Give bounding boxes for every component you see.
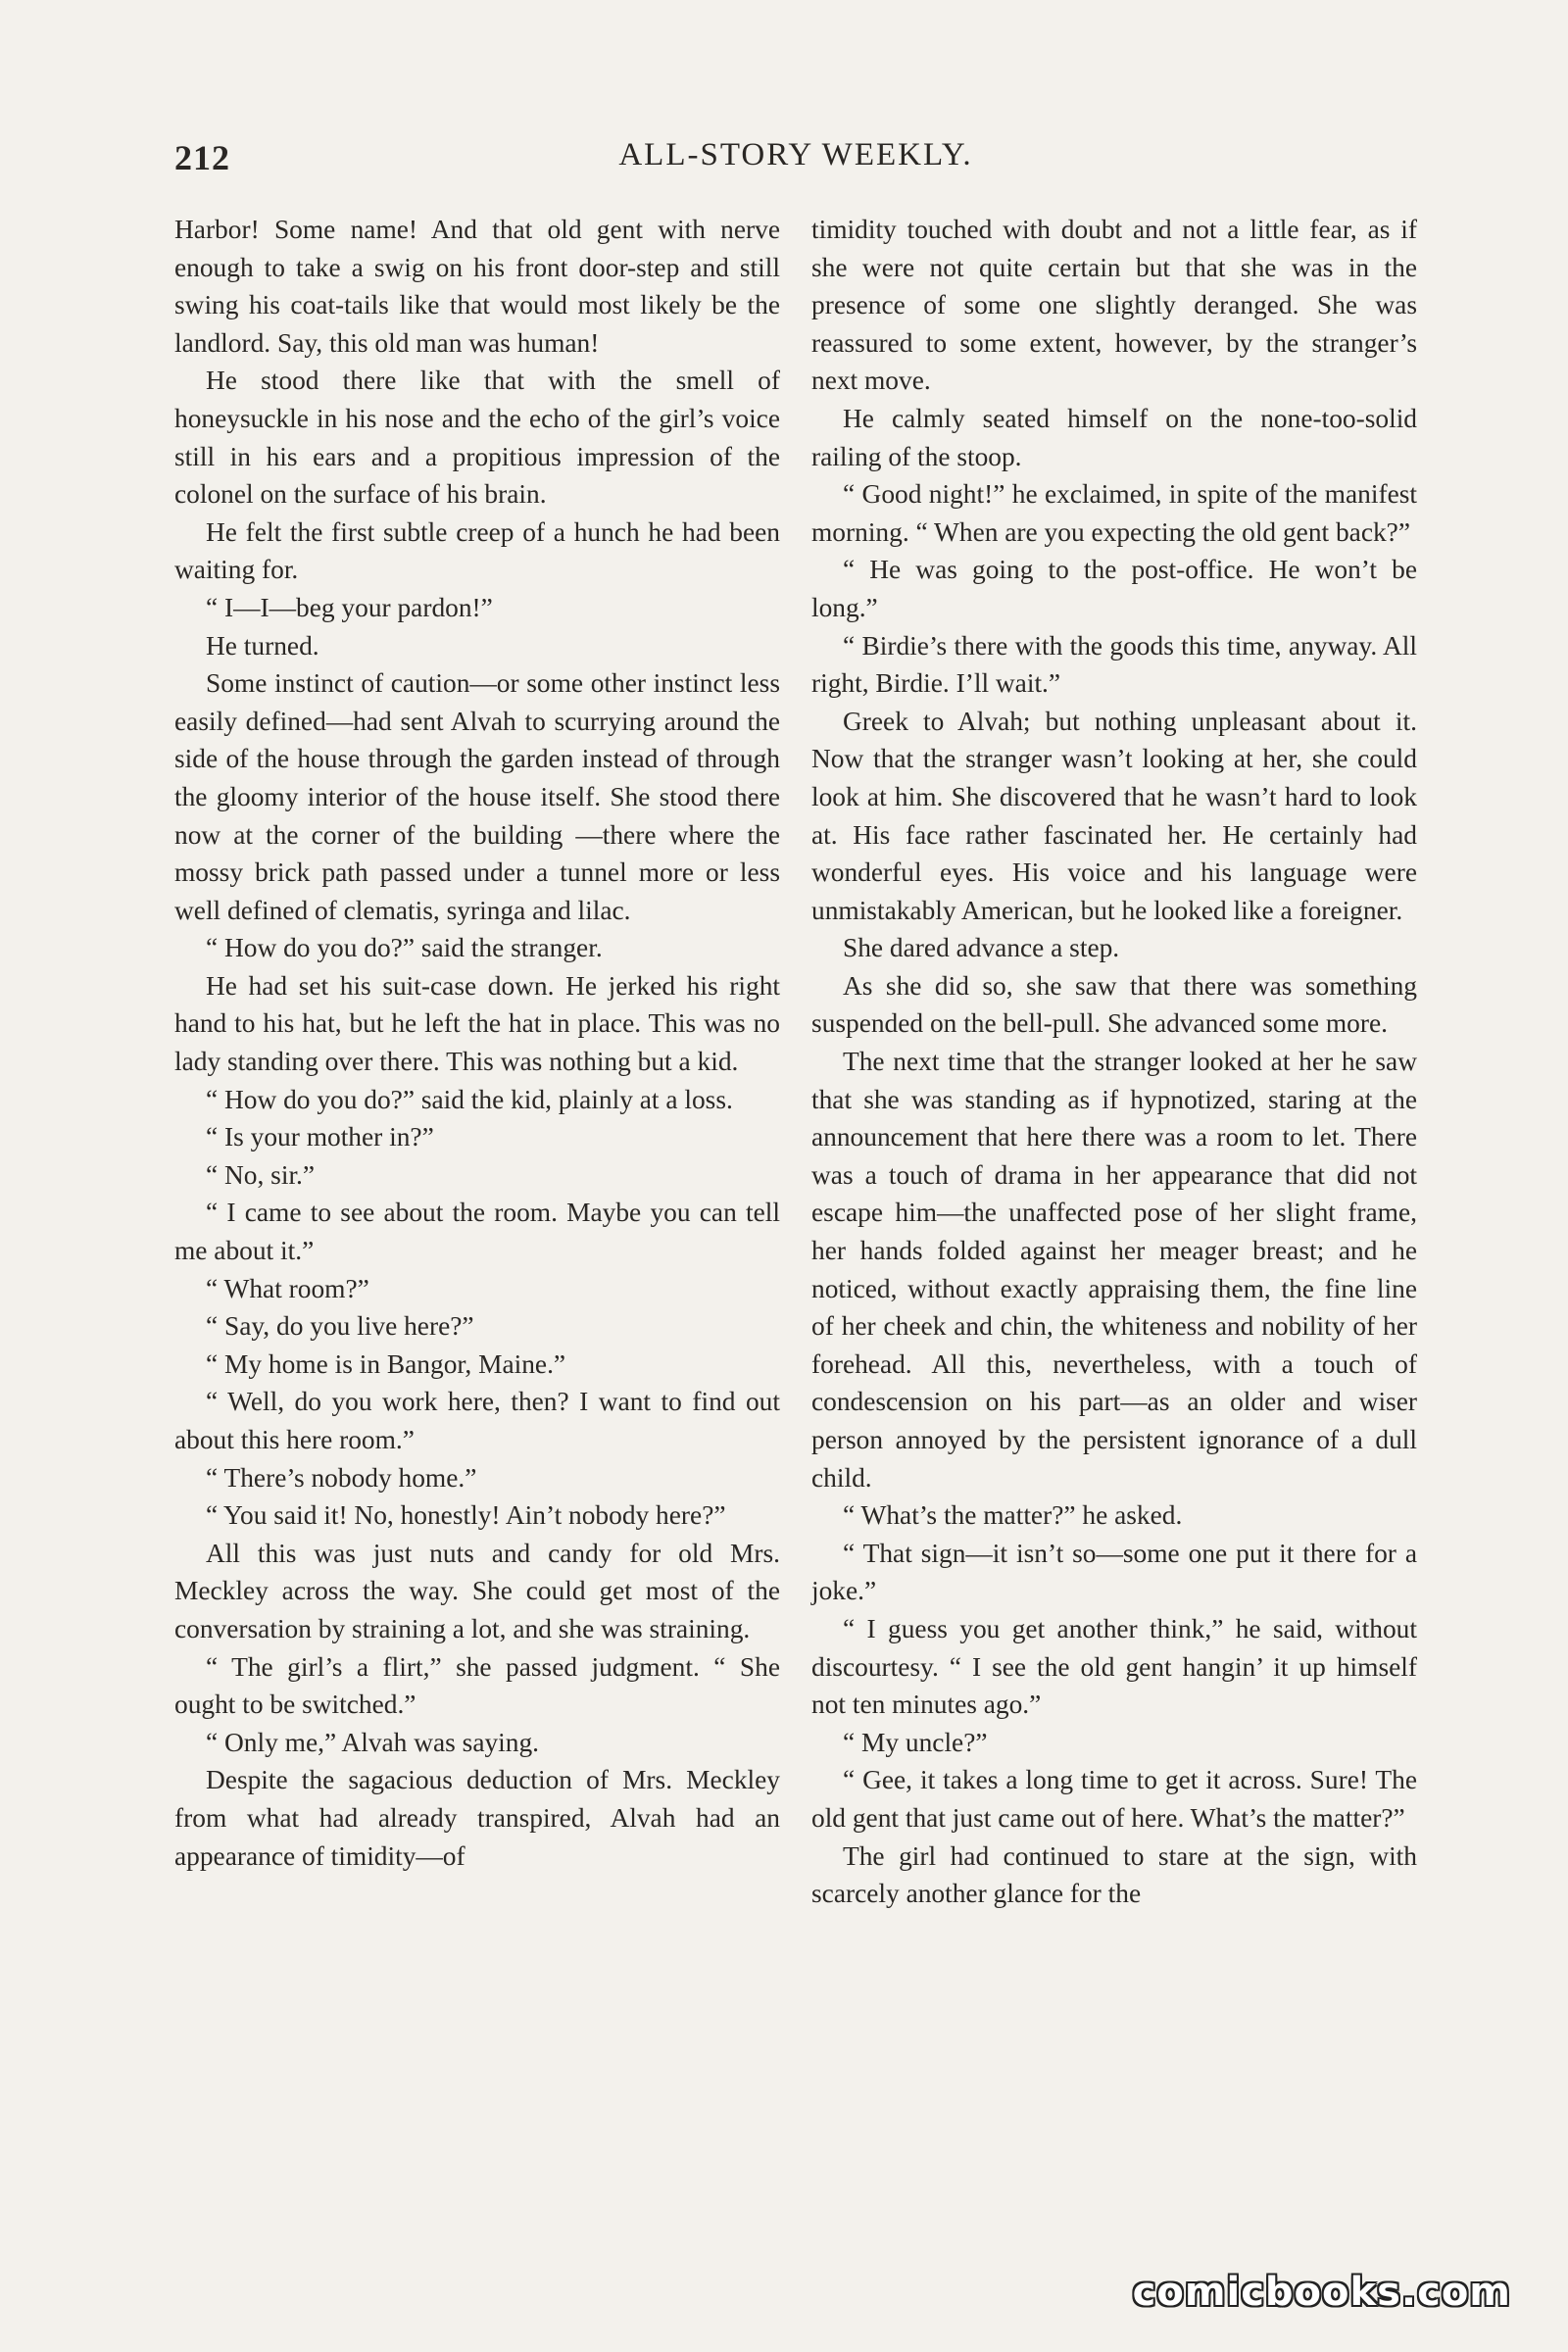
paragraph: “ Good night!” he exclaimed, in spite of the manifest morning. “ When are you expecting the old gent back?” (811, 479, 1417, 547)
paragraph: “ What’s the matter?” he asked. (843, 1500, 1183, 1531)
paragraph: He calmly seated himself on the none-too-solid railing of the stoop. (811, 403, 1417, 471)
paragraph: He had set his suit-case down. He jerked his right hand to his hat, but he left the hat in place. This was no lady standing over there. This was nothing but a kid. (174, 970, 780, 1077)
paragraph: “ That sign—it isn’t so—some one put it there for a joke.” (811, 1538, 1417, 1606)
paragraph: As she did so, she saw that there was something suspended on the bell-pull. She advanced some more. (811, 970, 1417, 1039)
paragraph: All this was just nuts and candy for old Mrs. Meckley across the way. She could get most of the conversation by straining a lot, and she was straining. (174, 1538, 780, 1643)
page-header (174, 137, 1417, 186)
page-number: 212 (174, 138, 230, 177)
right-column (811, 211, 1417, 1913)
paragraph: He felt the first subtle creep of a hunch he had been waiting for. (174, 516, 780, 585)
paragraph: The girl had continued to stare at the sign, with scarcely another glance for the (811, 1840, 1417, 1909)
paragraph: “ I came to see about the room. Maybe you can tell me about it.” (174, 1198, 780, 1266)
paragraph: “ How do you do?” said the stranger. (206, 933, 603, 963)
paragraph: “ No, sir.” (206, 1159, 316, 1190)
paragraph: Some instinct of caution—or some other instinct less easily defined—had sent Alvah to scurrying around the side of the house through the garden instead of through the gloomy interior of the house itself. She stood there now at the corner of the building —there where the mossy brick path passed under a tunnel more or less well defined of clematis, syringa and lilac. (174, 668, 780, 925)
paragraph: “ The girl’s a flirt,” she passed judgment. “ She ought to be switched.” (174, 1651, 780, 1720)
paragraph: He stood there like that with the smell of honeysuckle in his nose and the echo of the girl’s voice still in his ears and a propitious impression of the colonel on the surface of his brain. (174, 366, 780, 510)
paragraph: timidity touched with doubt and not a little fear, as if she were not quite certain but that she was in the presence of some one slightly deranged. She was reassured to some extent, however, by the stranger’s next move. (811, 215, 1417, 396)
paragraph: He turned. (206, 630, 319, 661)
paragraph: “ Gee, it takes a long time to get it across. Sure! The old gent that just came out of here. What’s the matter?” (811, 1765, 1417, 1833)
paragraph: “ Birdie’s there with the goods this time, anyway. All right, Birdie. I’ll wait.” (811, 630, 1417, 699)
running-title: ALL-STORY WEEKLY. (618, 137, 973, 172)
paragraph: Greek to Alvah; but nothing unpleasant about it. Now that the stranger wasn’t looking at her, she could look at him. She discovered that he wasn’t hard to look at. His face rather fascinated her. He certainly had wonderful eyes. His voice and his language were unmistakably American, but he looked like a foreigner. (811, 706, 1417, 925)
paragraph: “ I—I—beg your pardon!” (206, 592, 493, 622)
paragraph: “ Well, do you work here, then? I want to find out about this here room.” (174, 1387, 780, 1454)
paragraph: Harbor! Some name! And that old gent with nerve enough to take a swig on his front door-step and still swing his coat-tails like that would most likely be the landlord. Say, this old man was human! (174, 215, 780, 358)
paragraph: Despite the sagacious deduction of Mrs. Meckley from what had already transpired, Alvah had an appearance of timidity—of (174, 1765, 780, 1871)
watermark-logo: comicbooks.com (1132, 2270, 1511, 2315)
paragraph: “ I guess you get another think,” he said, without discourtesy. “ I see the old gent hangin’ it up himself not ten minutes ago.” (811, 1613, 1417, 1720)
paragraph: “ You said it! No, honestly! Ain’t nobody here?” (206, 1500, 726, 1531)
paragraph: She dared advance a step. (843, 933, 1120, 963)
paragraph: “ Only me,” Alvah was saying. (206, 1727, 540, 1757)
paragraph: “ There’s nobody home.” (206, 1462, 477, 1493)
paragraph: The next time that the stranger looked at her he saw that she was standing as if hypnotized, staring at the announcement that here there was a room to let. There was a touch of drama in her appearance that did not escape him—the unaffected pose of her slight frame, her hands folded against her meager breast; and he noticed, without exactly appraising them, the fine line of her cheek and chin, the whiteness and nobility of her forehead. All this, nevertheless, with a touch of condescension on his part—as an older and wiser person annoyed by the persistent ignorance of a dull child. (811, 1047, 1417, 1493)
paragraph: “ How do you do?” said the kid, plainly at a loss. (206, 1084, 733, 1114)
left-column (174, 211, 780, 1875)
paragraph: “ Is your mother in?” (206, 1122, 434, 1152)
paragraph: “ My home is in Bangor, Maine.” (206, 1348, 566, 1379)
paragraph: “ My uncle?” (843, 1727, 988, 1757)
paragraph: “ What room?” (206, 1273, 369, 1303)
paragraph: “ He was going to the post-office. He won’t be long.” (811, 555, 1417, 622)
paragraph: “ Say, do you live here?” (206, 1311, 474, 1342)
